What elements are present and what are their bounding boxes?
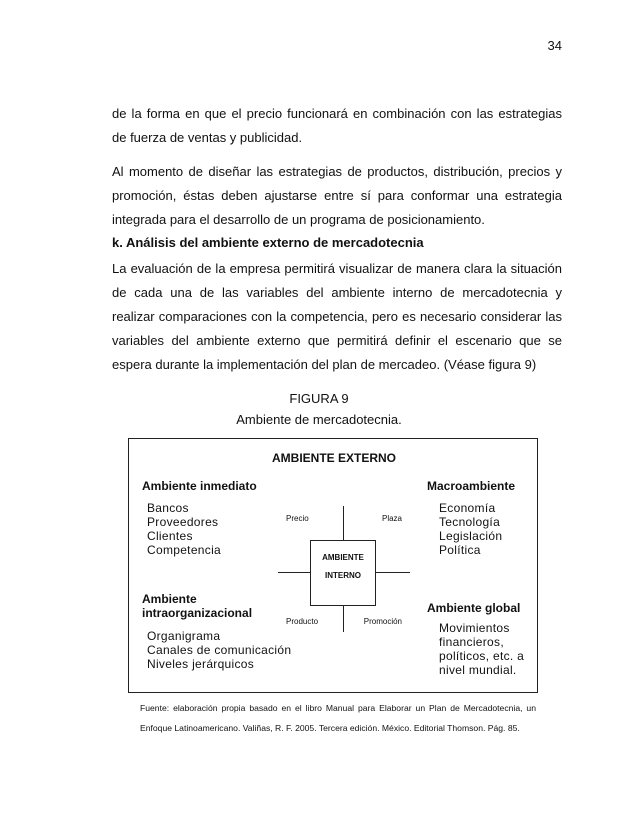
intra-title: [142, 592, 252, 620]
figure-label: FIGURA 9: [289, 391, 349, 406]
list-item: Organigrama: [147, 629, 221, 643]
cell-promocion: Promoción: [363, 617, 402, 626]
list-item: Política: [439, 543, 481, 557]
list-item: Legislación: [439, 529, 503, 543]
list-item: Tecnología: [439, 515, 501, 529]
interno-line2: INTERNO: [325, 571, 361, 580]
section-heading: k. Análisis del ambiente externo de mercadotecnia: [112, 235, 424, 250]
ambiente-interno-box: [310, 540, 376, 606]
list-item: nivel mundial.: [439, 663, 517, 677]
inmediato-title: Ambiente inmediato: [142, 479, 257, 493]
paragraph-1: de la forma en que el precio funcionará en combinación con las estrategias de fuerza de ventas y publicidad.: [112, 106, 562, 145]
list-item: Movimientos: [439, 621, 510, 635]
interno-line1: AMBIENTE: [322, 553, 364, 562]
section-paragraph: La evaluación de la empresa permitirá visualizar de manera clara la situación de cada una de las variables del ambiente interno de mercadotecnia y realizar comparaciones con la competencia, pero es necesario considerar las variables del ambiente externo que permitirá definir el escenario que se espera durante la implementación del plan de mercadeo. (Véase figura 9): [112, 261, 562, 372]
diagram-box: [128, 438, 538, 693]
macro-title: Macroambiente: [427, 479, 516, 493]
intra-list: [147, 629, 291, 671]
figure-source: Fuente: elaboración propia basado en el libro Manual para Elaborar un Plan de Mercadotecnia, un Enfoque Latinoamericano. Valiñas, R. F. 2005. Tercera edición. México. Editorial Thomson. Pág. 85.: [140, 703, 536, 733]
list-item: Niveles jerárquicos: [147, 657, 255, 671]
cell-plaza: Plaza: [381, 514, 402, 523]
outer-title: AMBIENTE EXTERNO: [272, 451, 397, 465]
page-number: 34: [547, 38, 562, 53]
figure-caption: Ambiente de mercadotecnia.: [236, 412, 402, 427]
list-item: Bancos: [147, 501, 189, 515]
list-item: Clientes: [147, 529, 193, 543]
intra-title-line1: Ambiente: [142, 592, 197, 606]
list-item: Canales de comunicación: [147, 643, 292, 657]
cell-precio: Precio: [286, 514, 309, 523]
paragraph-2: Al momento de diseñar las estrategias de productos, distribución, precios y promoción, éstas deben ajustarse entre sí para conformar una estrategia integrada para el desarrollo de un programa de posicionamiento.: [112, 164, 562, 227]
list-item: financieros,: [439, 635, 504, 649]
inmediato-list: [147, 501, 221, 557]
list-item: Economía: [439, 501, 496, 515]
global-title: Ambiente global: [427, 601, 521, 615]
macro-list: [439, 501, 502, 557]
list-item: políticos, etc. a: [439, 649, 525, 663]
intra-title-line2: intraorganizacional: [142, 606, 253, 620]
interno-grid: [278, 506, 410, 632]
global-list: [439, 621, 524, 677]
cell-producto: Producto: [286, 617, 319, 626]
list-item: Competencia: [147, 543, 222, 557]
list-item: Proveedores: [147, 515, 219, 529]
